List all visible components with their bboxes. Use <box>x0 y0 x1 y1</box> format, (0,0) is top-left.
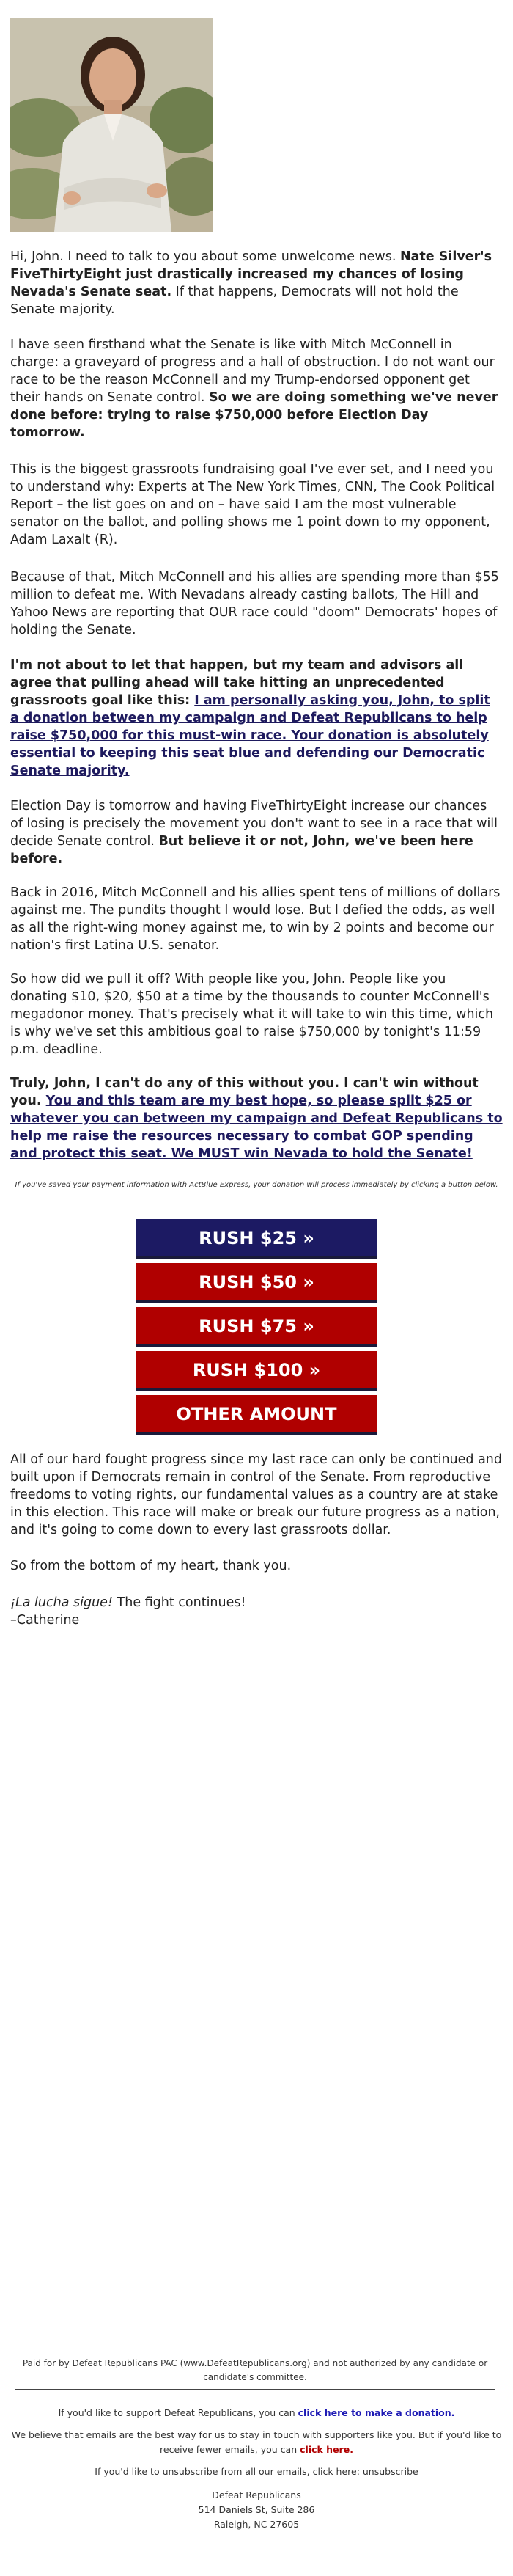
donate-link[interactable]: click here to make a donation. <box>298 2407 455 2418</box>
signature: –Catherine <box>10 1613 80 1628</box>
paragraph-7 <box>10 884 503 954</box>
p8-text: So how did we pull it off? With people like you, John. People like you donating $10, $20, $50 at a time by the thousands to counter McConnell's megadonor money. That's precisely what it will take to win this time, which is why we've set this ambitious goal to raise $750,000 by tonight's 11:59 p.m. deadline. <box>10 972 494 1057</box>
p12-text: The fight continues! <box>112 1595 246 1610</box>
support-line <box>10 2406 503 2421</box>
fewer-emails-link[interactable]: click here. <box>300 2444 353 2455</box>
paragraph-8 <box>10 970 503 1058</box>
p1-text-end: If that happens, Democrats will not hold the Senate majority. <box>10 285 459 317</box>
rush-25-button[interactable]: RUSH $25 » <box>136 1219 377 1259</box>
p3-text: This is the biggest grassroots fundraising goal I've ever set, and I need you to understand why: Experts at The New York Times, CNN, The Cook Political Report – the list goes on and on – have said I am the most vulnerable senator on the ballot, and polling shows me 1 point down to my opponent, Adam Laxalt (R). <box>10 462 495 547</box>
paragraph-10 <box>10 1451 503 1539</box>
p4-text: Because of that, Mitch McConnell and his allies are spending more than $55 million to defeat me. With Nevadans already casting ballots, The Hill and Yahoo News are reporting that OUR race could "doom" Democrats' hopes of holding the Senate. <box>10 570 499 637</box>
rush-50-button[interactable]: RUSH $50 » <box>136 1263 377 1303</box>
p6-bold: But believe it or not, John, we've been here before. <box>10 834 473 866</box>
p2-bold: So we are doing something we've never done before: trying to raise $750,000 before Election Day tomorrow. <box>10 390 498 440</box>
p12-italic: ¡La lucha sigue! <box>10 1595 113 1610</box>
p1-bold: Nate Silver's FiveThirtyEight just drastically increased my chances of losing Nevada's Senate seat. <box>10 249 492 299</box>
rush-75-button[interactable]: RUSH $75 » <box>136 1307 377 1347</box>
candidate-photo <box>10 18 213 232</box>
paragraph-5 <box>10 656 503 780</box>
paragraph-4 <box>10 568 503 639</box>
p2-text: I have seen firsthand what the Senate is like with Mitch McConnell in charge: a graveyard of progress and a hall of obstruction. I do not want our race to be the reason McConnell and my Trump-endorsed opponent get their hands on Senate control. <box>10 337 495 405</box>
p10-text: All of our hard fought progress since my last race can only be continued and built upon if Democrats remain in control of the Senate. From reproductive freedoms to voting rights, our fundamental values as a country are at stake in this election. This race will make or break our future progress as a nation, and it's going to come down to every last grassroots dollar. <box>10 1452 502 1537</box>
p9-bold: Truly, John, I can't do any of this without you. I can't win without you. <box>10 1076 479 1108</box>
p11-text: So from the bottom of my heart, thank you. <box>10 1559 292 1573</box>
support-text: If you'd like to support Defeat Republicans, you can <box>58 2407 298 2418</box>
org-name: Defeat Republicans <box>212 2489 301 2500</box>
paragraph-6 <box>10 797 503 868</box>
p5-donate-link[interactable]: I am personally asking you, John, to split a donation between my campaign and Defeat Republicans to help raise $750,000 for this must-win race. Your donation is absolutely essential to keeping this seat blue and defending our Democratic Senate majority. <box>10 693 490 778</box>
paragraph-1 <box>10 248 503 318</box>
paragraph-3 <box>10 461 503 549</box>
actblue-note: If you've saved your payment information with ActBlue Express, your donation will process immediately by clicking a button below. <box>15 1181 498 1189</box>
p9-donate-link[interactable]: You and this team are my best hope, so please split $25 or whatever you can between my campaign and Defeat Republicans to help me raise the resources necessary to combat GOP spending and protect this seat. We MUST win Nevada to hold the Senate! <box>10 1094 503 1161</box>
fewer-emails-text: We believe that emails are the best way for us to stay in touch with supporters like you. But if you'd like to receive fewer emails, you can <box>11 2429 502 2455</box>
candidate-portrait-icon <box>10 18 213 232</box>
paragraph-11 <box>10 1557 503 1575</box>
p7-text: Back in 2016, Mitch McConnell and his allies spent tens of millions of dollars against me. The pundits thought I would lose. But I defied the odds, as well as all the right-wing money against me, to win by 2 points and become our nation's first Latina U.S. senator. <box>10 885 501 953</box>
unsubscribe-line[interactable]: If you'd like to unsubscribe from all our emails, click here: unsubscribe <box>95 2466 418 2477</box>
fewer-emails-line <box>10 2428 503 2457</box>
paragraph-12 <box>10 1594 503 1629</box>
paid-for-text: Paid for by Defeat Republicans PAC (www.DefeatRepublicans.org) and not authorized by any candidate or candidate's committee. <box>22 2358 488 2382</box>
address-block <box>10 2488 503 2532</box>
rush-100-button[interactable]: RUSH $100 » <box>136 1351 377 1391</box>
paragraph-9 <box>10 1075 503 1163</box>
paid-for-disclaimer <box>15 2352 495 2390</box>
paragraph-2 <box>10 336 503 442</box>
org-street: 514 Daniels St, Suite 286 <box>198 2504 315 2515</box>
p1-text: Hi, John. I need to talk to you about some unwelcome news. <box>10 249 400 264</box>
p6-text: Election Day is tomorrow and having FiveThirtyEight increase our chances of losing is precisely the movement you don't want to see in a race that will decide Senate control. <box>10 799 498 849</box>
org-city: Raleigh, NC 27605 <box>213 2519 300 2530</box>
p5-bold: I'm not about to let that happen, but my team and advisors all agree that pulling ahead will take hitting an unprecedented grassroots goal like this: <box>10 658 464 708</box>
other-amount-button[interactable]: OTHER AMOUNT <box>136 1395 377 1435</box>
